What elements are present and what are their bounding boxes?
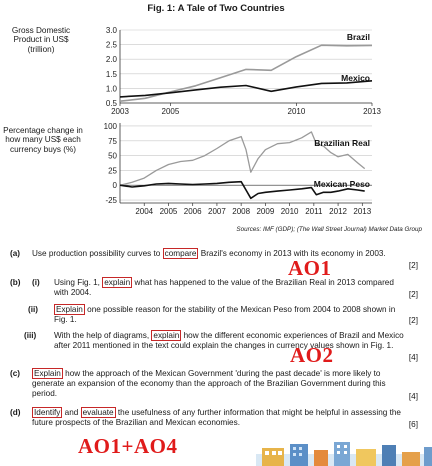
y-tick-label: -25 [105, 196, 117, 206]
y-tick-label: 75 [108, 136, 117, 146]
skyline-illustration [256, 440, 432, 466]
marks-a: [2] [408, 261, 418, 270]
marks-c: [4] [408, 392, 418, 401]
marks-d: [6] [408, 420, 418, 429]
x-tick-label: 2011 [305, 207, 323, 216]
keyword-evaluate: evaluate [82, 408, 114, 417]
series-label-2: Mexico [341, 73, 370, 83]
currency-axis-label: Percentage change in how many US$ each currency buys (%) [3, 126, 83, 154]
y-tick-label: 50 [108, 151, 117, 161]
gdp-axis-label: Gross Domestic Product in US$ (trillion) [11, 26, 71, 54]
x-tick-label: 2013 [353, 207, 372, 216]
x-tick-label: 2010 [287, 107, 306, 116]
currency-chart [0, 0, 432, 230]
marks-b-ii: [2] [408, 316, 418, 325]
x-tick-label: 2005 [161, 107, 180, 116]
keyword-explain-2: Explain [56, 305, 83, 314]
keyword-explain-1: explain [104, 278, 131, 287]
y-tick-label: 0 [112, 181, 117, 191]
y-tick-label: 0.5 [105, 99, 117, 108]
x-tick-label: 2005 [159, 207, 178, 216]
x-tick-label: 2006 [183, 207, 202, 216]
keyword-explain-4: Explain [34, 369, 61, 378]
keyword-compare: compare [164, 249, 197, 258]
source-note: Sources: IMF (GDP); (The Wall Street Journal) Market Data Group [236, 226, 422, 233]
keyword-identify: Identify [34, 408, 61, 417]
y-tick-label: 100 [103, 121, 117, 131]
y-tick-label: 2.0 [105, 55, 117, 65]
y-tick-label: 25 [108, 166, 117, 176]
x-tick-label: 2012 [329, 207, 347, 216]
annotation-ao1: AO1 [288, 256, 332, 280]
y-tick-label: 1.5 [105, 69, 117, 79]
series-label-1: Brazilian Real [314, 138, 370, 148]
series-label-1: Brazil [346, 32, 370, 42]
y-tick-label: 3.0 [105, 26, 117, 35]
x-tick-label: 2004 [135, 207, 154, 216]
marks-b-i: [2] [408, 290, 418, 299]
keyword-explain-3: explain [153, 331, 180, 340]
x-tick-label: 2013 [363, 107, 381, 116]
annotation-ao2: AO2 [290, 343, 334, 367]
series-label-2: Mexican Peso [313, 179, 370, 189]
marks-b-iii: [4] [408, 353, 418, 362]
x-tick-label: 2003 [111, 107, 129, 116]
x-tick-label: 2008 [232, 207, 251, 216]
y-tick-label: 2.5 [105, 40, 117, 50]
x-tick-label: 2010 [280, 207, 299, 216]
y-tick-label: 1.0 [105, 84, 117, 94]
annotation-ao1-ao4: AO1+AO4 [78, 434, 178, 458]
x-tick-label: 2009 [256, 207, 275, 216]
x-tick-label: 2007 [208, 207, 226, 216]
figure-title: Fig. 1: A Tale of Two Countries [147, 3, 285, 14]
